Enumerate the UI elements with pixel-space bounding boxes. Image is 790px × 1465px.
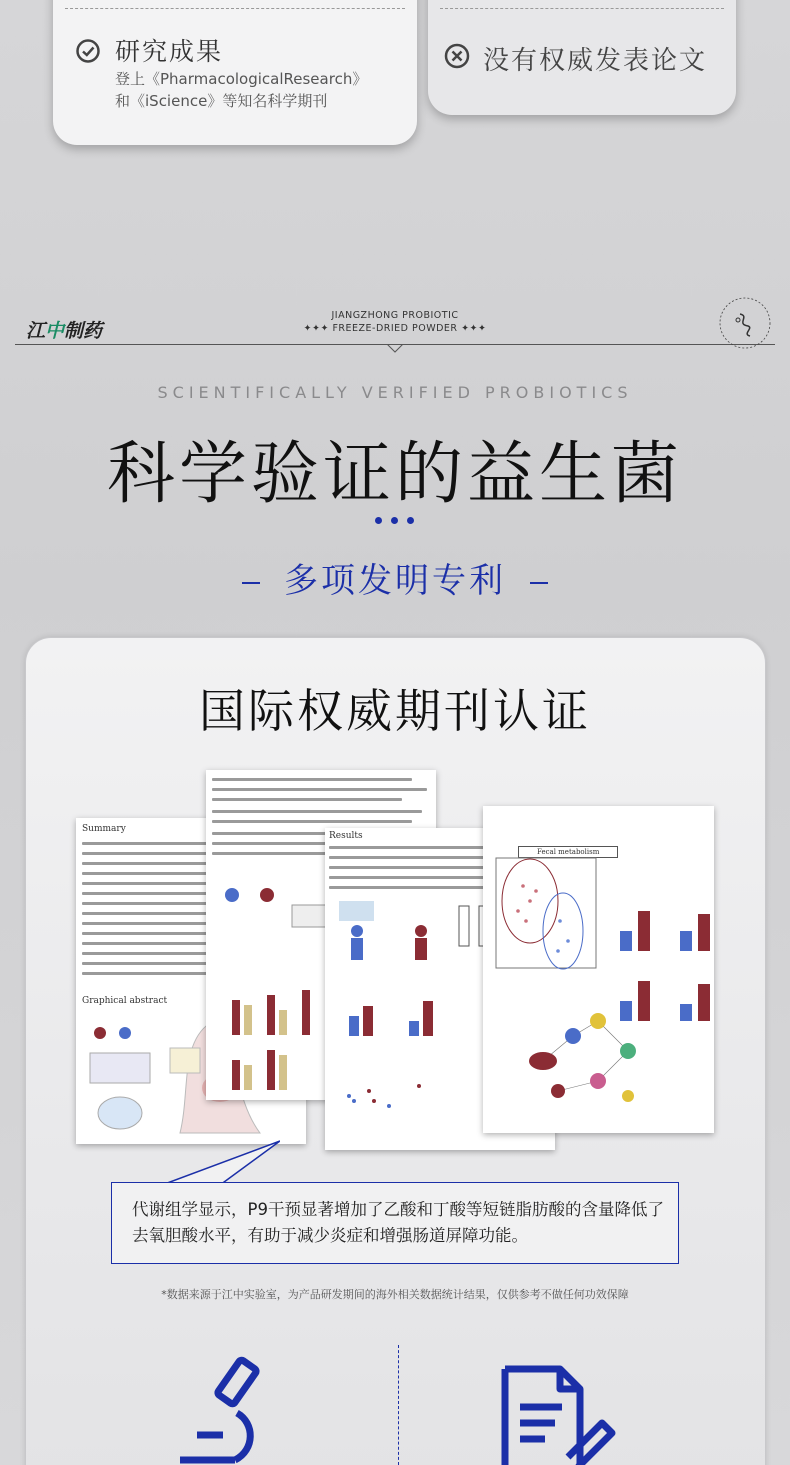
patent-tagline	[0, 553, 790, 602]
probiotic-badge-icon	[718, 296, 772, 350]
callout-box	[111, 1182, 679, 1264]
card-title-other: 没有权威发表论文	[483, 46, 708, 76]
product-line-1: JIANGZHONG PROBIOTIC	[331, 310, 459, 321]
card-title-ours: 研究成果	[115, 37, 224, 66]
callout-pointer	[160, 1139, 280, 1185]
data-footnote: *数据来源于江中实验室，为产品研发期间的海外相关数据统计结果，仅供参考不做任何功效保障	[161, 1288, 629, 1301]
plot-title: Fecal metabolism	[518, 846, 618, 858]
card-description	[115, 68, 367, 112]
section-divider	[398, 1345, 399, 1465]
product-line-2: ✦✦✦ FREEZE-DRIED POWDER ✦✦✦	[303, 323, 487, 334]
subtitle-english: SCIENTIFICALLY VERIFIED PROBIOTICS	[157, 383, 633, 402]
brand-logo: 江中制药	[26, 320, 103, 342]
card-divider	[65, 8, 405, 9]
document-pen-icon	[500, 1365, 620, 1465]
card-divider	[440, 8, 724, 9]
callout-text: 代谢组学显示，P9干预显著增加了乙酸和丁酸等短链脂肪酸的含量降低了去氧胆酸水平，有助于减少炎症和增强肠道屏障功能。	[132, 1200, 664, 1245]
brand-header	[0, 296, 790, 366]
comparison-card-other	[428, 0, 736, 115]
panel-title: 国际权威期刊认证	[199, 684, 591, 738]
paper-heading: Summary	[82, 824, 126, 834]
page-title: 科学验证的益生菌	[106, 435, 683, 514]
paper-graphical-abstract: Graphical abstract	[82, 996, 168, 1006]
x-circle-icon	[443, 42, 471, 74]
check-circle-icon	[75, 38, 101, 68]
tagline-text: 多项发明专利	[284, 561, 506, 601]
paper-heading: Results	[329, 831, 363, 841]
microscope-icon	[175, 1355, 275, 1465]
product-name	[0, 309, 790, 335]
card-desc-line: 和《iScience》等知名科学期刊	[115, 92, 328, 110]
comparison-card-ours	[53, 0, 417, 145]
rule-notch	[387, 344, 403, 354]
card-desc-line: 登上《PharmacologicalResearch》	[115, 70, 368, 88]
pca-and-network-figure	[488, 856, 713, 1131]
paper-page-metabolism	[483, 806, 714, 1133]
decorative-dots	[375, 517, 417, 527]
